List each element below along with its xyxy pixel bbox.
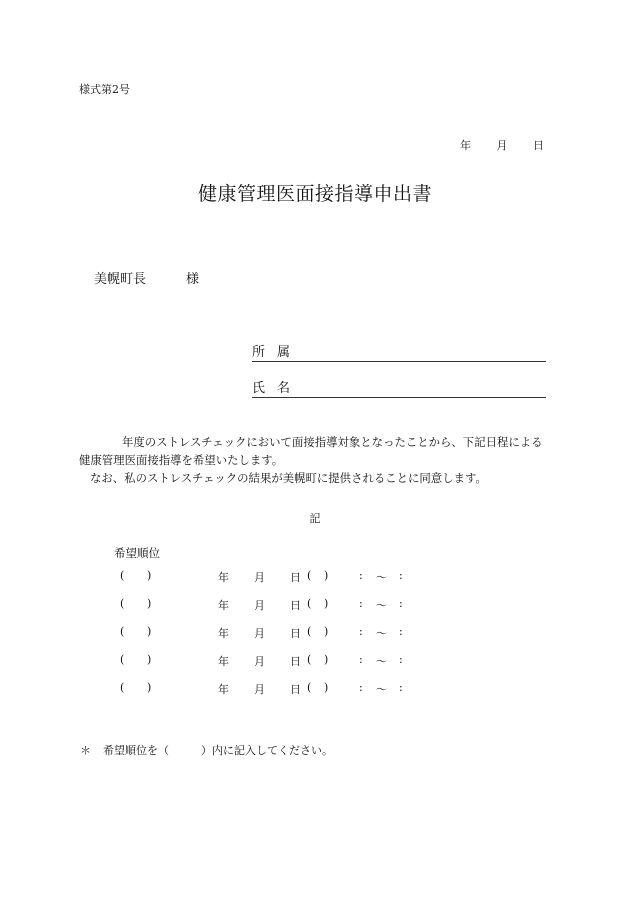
month-label: 月 xyxy=(254,599,265,612)
date-day-label: 日 xyxy=(533,139,544,152)
year-label: 年 xyxy=(218,627,229,640)
addressee xyxy=(94,268,199,287)
rank-paren-close: ) xyxy=(147,569,152,582)
month-label: 月 xyxy=(254,627,265,640)
affiliation-label-char-2: 属 xyxy=(277,345,303,360)
form-number: 様式第2号 xyxy=(79,83,130,96)
time-range-tilde: 〜 xyxy=(376,627,387,640)
date-line xyxy=(460,137,544,153)
year-label: 年 xyxy=(218,655,229,668)
rank-paren-close: ) xyxy=(147,597,152,610)
day-label: 日 xyxy=(290,683,301,696)
end-time-colon: : xyxy=(399,569,403,582)
rank-paren-open: ( xyxy=(120,681,125,694)
affiliation-label-char-1: 所 xyxy=(252,345,278,360)
consent-paragraph: なお、私のストレスチェックの結果が美幌町に提供されることに同意します。 xyxy=(90,471,487,485)
start-time-colon: : xyxy=(359,569,363,582)
time-range-tilde: 〜 xyxy=(376,599,387,612)
day-label: 日 xyxy=(290,599,301,612)
name-label-char-2: 名 xyxy=(277,381,303,396)
weekday-paren-open: ( xyxy=(307,569,312,582)
addressee-name: 美幌町長 xyxy=(94,272,147,287)
month-label: 月 xyxy=(254,571,265,584)
rank-paren-open: ( xyxy=(120,569,125,582)
weekday-paren-open: ( xyxy=(307,597,312,610)
date-year-label: 年 xyxy=(460,139,471,152)
weekday-paren-close: ) xyxy=(324,625,329,638)
start-time-colon: : xyxy=(359,681,363,694)
month-label: 月 xyxy=(254,683,265,696)
end-time-colon: : xyxy=(399,653,403,666)
start-time-colon: : xyxy=(359,625,363,638)
preference-row[interactable] xyxy=(120,569,420,585)
name-field[interactable] xyxy=(252,377,546,398)
start-time-colon: : xyxy=(359,597,363,610)
time-range-tilde: 〜 xyxy=(376,571,387,584)
rank-paren-close: ) xyxy=(147,625,152,638)
date-month-label: 月 xyxy=(496,139,508,152)
rank-paren-close: ) xyxy=(147,653,152,666)
weekday-paren-open: ( xyxy=(307,625,312,638)
document-title: 健康管理医面接指導申出書 xyxy=(197,183,432,205)
weekday-paren-close: ) xyxy=(324,569,329,582)
preference-row[interactable] xyxy=(120,597,420,613)
name-label-char-1: 氏 xyxy=(252,381,278,396)
asterisk-icon: ＊ xyxy=(80,744,91,757)
ki-heading: 記 xyxy=(309,512,321,525)
end-time-colon: : xyxy=(399,625,403,638)
time-range-tilde: 〜 xyxy=(376,655,387,668)
year-label: 年 xyxy=(218,683,229,696)
request-paragraph: 年度のストレスチェックにおいて面接指導対象となったことから、下記日程による健康管理医面接指導を希望いたします。 xyxy=(79,435,543,467)
year-label: 年 xyxy=(218,571,229,584)
footnote-before: 希望順位を（ xyxy=(103,744,169,757)
end-time-colon: : xyxy=(399,597,403,610)
weekday-paren-close: ) xyxy=(324,681,329,694)
start-time-colon: : xyxy=(359,653,363,666)
affiliation-field[interactable] xyxy=(252,341,546,362)
end-time-colon: : xyxy=(399,681,403,694)
time-range-tilde: 〜 xyxy=(376,683,387,696)
day-label: 日 xyxy=(290,627,301,640)
preference-row[interactable] xyxy=(120,625,420,641)
day-label: 日 xyxy=(290,655,301,668)
footnote xyxy=(80,742,333,758)
preference-row[interactable] xyxy=(120,653,420,669)
weekday-paren-open: ( xyxy=(307,681,312,694)
rank-paren-close: ) xyxy=(147,681,152,694)
weekday-paren-close: ) xyxy=(324,653,329,666)
day-label: 日 xyxy=(290,571,301,584)
preference-heading: 希望順位 xyxy=(114,546,160,560)
month-label: 月 xyxy=(254,655,265,668)
weekday-paren-close: ) xyxy=(324,597,329,610)
footnote-after: ）内に記入してください。 xyxy=(201,744,333,757)
weekday-paren-open: ( xyxy=(307,653,312,666)
preference-row[interactable] xyxy=(120,681,420,697)
rank-paren-open: ( xyxy=(120,597,125,610)
rank-paren-open: ( xyxy=(120,625,125,638)
addressee-honorific: 様 xyxy=(186,272,200,287)
rank-paren-open: ( xyxy=(120,653,125,666)
year-label: 年 xyxy=(218,599,229,612)
